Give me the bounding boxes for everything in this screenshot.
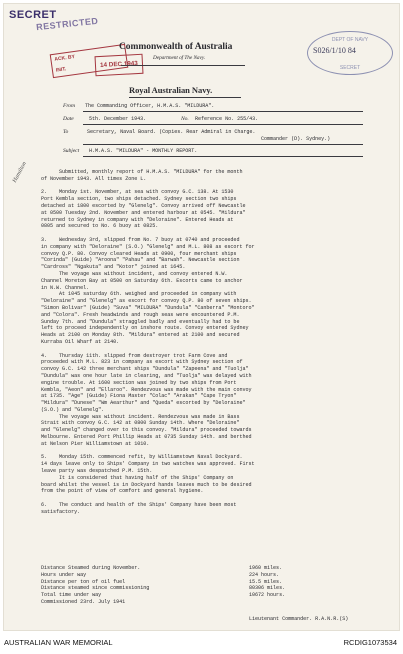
body-line — [41, 448, 381, 455]
to-value: Secretary, Naval Board. (Copies. Rear Admiral in Charge. — [87, 129, 256, 135]
subject-label: Subject — [63, 148, 80, 154]
oval-stamp-bottom: SECRET — [339, 65, 361, 71]
body-line: Port Kembla section, two ships detached. Sydney section two ships — [41, 196, 237, 203]
statistics-block — [41, 565, 381, 606]
body-line: "Dundula" was one hour late in clearing, and "Tuolja" was delayed with — [41, 372, 252, 379]
body-line: and "Glenelg" changed over to this convoy. "Mildura" proceeded towards — [41, 427, 252, 434]
body-line: "Deloraine" and "Glenelg" as escort for convoy Q.P. 80 of seven ships. — [41, 298, 252, 305]
body-line: At 1045 saturday 6th. weighed and proceeded in company with — [41, 291, 237, 298]
body-line: at Nelson Pier Williamstown at 1010. — [41, 440, 150, 447]
stat-value: 15.5 miles. — [249, 578, 283, 585]
body-line: of November 1943. All times Zone L. — [41, 175, 147, 182]
date-rule — [83, 124, 363, 125]
body-line: Heads at 2100 on Monday 8th. "Mildura" entered at 2100 and secured — [41, 332, 240, 339]
body-line: (S.O.) and "Glenelg". — [41, 406, 105, 413]
body-line: at 1735. "Age" (Guide) Fiona Master "Colac" "Arakan" "Cape Tryon" — [41, 393, 237, 400]
stat-label: Distance per ton of oil fuel — [41, 578, 126, 585]
file-number: S026/1/10 84 — [313, 46, 356, 55]
body-line: at 0500 Tuesday 2nd. November and entered harbour at 0545. "Mildura" — [41, 209, 246, 216]
body-line — [41, 495, 381, 502]
body-line: Kembla, "Aeon" and "Ellaroo". Rendezvous was made with the main convoy — [41, 386, 252, 393]
body-line: proceeded with M.L. 823 in company as escort with Sydney section of — [41, 359, 243, 366]
from-value: The Commanding Officer, H.M.A.S. "MILDURA". — [85, 103, 215, 109]
stat-row — [41, 579, 381, 586]
body-line: engine trouble. At 1600 section was joined by two ships from Port — [41, 379, 237, 386]
stat-value: 80306 miles. — [249, 585, 286, 592]
report-body — [41, 169, 381, 516]
from-rule — [83, 111, 363, 112]
body-line: "Mildura" "Dunese" "Wm Aearthur" and "Queda" escorted by "Deloraine" — [41, 400, 246, 407]
body-line: "Corinda" (Guide) "Aroona" "Pahau" and "Barwah". Newcastle section — [41, 257, 240, 264]
body-line: The voyage was without incident, and convoy entered N.W. — [41, 270, 228, 277]
handwritten-margin-note: Hamilton — [12, 160, 28, 184]
number-label: No. — [181, 116, 189, 122]
stat-row — [41, 572, 381, 579]
body-line: returned to Sydney in company with "Deloraine". Entered Heads at — [41, 216, 234, 223]
to-label: To — [63, 129, 69, 135]
from-label: From — [63, 103, 76, 109]
stat-row — [41, 599, 381, 606]
stat-label: Commissioned 23rd. July 1941 — [41, 598, 126, 605]
body-line: Kurraba Oil Wharf at 2140. — [41, 338, 120, 345]
body-line: "Simon Bolivar" (Guide) "Suva" "MILDURA" "Dundula" "Canberra" "Montoro" — [41, 304, 255, 311]
subject-value: H.M.A.S. "MILDURA" - MONTHLY REPORT. — [89, 148, 198, 154]
body-line: Strait with convoy G.C. 142 at 0800 Sunday 14th. Where "Deloraine" — [41, 420, 240, 427]
stat-label: Distance Steamed during November. — [41, 565, 141, 571]
letterhead-rule — [121, 65, 245, 66]
body-line: Submitted, monthly report of H.M.A.S. "MILDURA" for the month — [41, 169, 243, 175]
stat-value: 224 hours. — [249, 571, 280, 578]
body-line: leave party was despatched P.M. 15th. — [41, 468, 153, 475]
document-page — [3, 3, 400, 631]
body-line: Melbourne. Entered Port Phillip Heads at 0735 Sunday 14th. and berthed — [41, 434, 252, 441]
stat-value: 1960 miles. — [249, 565, 283, 571]
date-value: 5th. December 1943. — [89, 116, 147, 122]
letterhead-department: Department of The Navy. — [153, 55, 206, 61]
letterhead-navy: Royal Australian Navy. — [129, 85, 213, 95]
body-line: 14 days leave only to Ships' Company in two watches was approved. First — [41, 461, 255, 468]
received-date-stamp: 14 DEC 1943 — [95, 54, 144, 76]
body-line: 0805 and secured to No. 6 buoy at 0825. — [41, 223, 159, 230]
stat-row — [41, 592, 381, 599]
body-line — [41, 346, 381, 353]
body-line: satisfactory. — [41, 508, 81, 515]
stat-value: 10672 hours. — [249, 592, 286, 599]
secret-stamp: SECRET — [9, 9, 57, 21]
navy-underline — [129, 97, 241, 98]
subject-rule — [83, 156, 363, 157]
oval-stamp-top: DEPT OF NAVY — [331, 37, 369, 43]
restricted-stamp: RESTRICTED — [35, 15, 99, 33]
to-value-cont: Commander (D). Sydney.) — [261, 136, 331, 142]
body-line — [41, 183, 381, 190]
body-line: Channel Moreton Bay at 0500 on Saturday 6th. Escorts came to anchor — [41, 277, 243, 284]
received-stamp-label: ACK. BY — [54, 53, 76, 63]
body-line: 2. Monday 1st. November, at sea with convoy G.C. 138. At 1530 — [41, 189, 234, 196]
body-line: The voyage was without incident. Rendezvous was made in Bass — [41, 413, 240, 420]
stat-label: Distance steamed since commissioning — [41, 585, 150, 592]
received-stamp-init: INIT. — [55, 66, 67, 74]
date-label: Date — [63, 116, 74, 122]
footer-record-id: RCDIG1073534 — [343, 638, 397, 647]
body-line: 4. Thursday 11th. slipped from destroyer trot Farm Cove and — [41, 352, 228, 359]
number-value: Reference No. 255/43. — [195, 116, 259, 122]
signature-line: Lieutenant Commander. R.A.N.R.(S) — [249, 616, 349, 622]
letterhead-commonwealth: Commonwealth of Australia — [119, 42, 233, 52]
body-line — [41, 230, 381, 237]
to-rule — [83, 144, 363, 145]
stat-row — [41, 565, 381, 572]
stat-label: Hours under way — [41, 571, 87, 578]
body-line: detached at 1800 escorted by "Glenelg". Convoy arrived off Newcastle — [41, 202, 246, 209]
stat-label: Total time under way — [41, 592, 102, 599]
body-line: 6. The conduct and health of the Ships' Company have been most — [41, 502, 237, 509]
footer-source: AUSTRALIAN WAR MEMORIAL — [4, 638, 113, 647]
body-line: and "Colora". Fresh headwinds and rough seas were encountered P.M. — [41, 311, 240, 318]
body-line: "Cardross" "Ngakuta" and "Kotor" joined at 1645. — [41, 264, 186, 271]
body-line: board whilst the vessel is in Dockyard hands leaves much to be desired — [41, 481, 252, 488]
body-line: from the point of view of comfort and general hygiene. — [41, 488, 204, 495]
body-line: 3. Wednesday 3rd, slipped from No. 7 buoy at 0740 and proceeded — [41, 236, 240, 243]
body-line: It is considered that having half of the Ships' Company on — [41, 474, 234, 481]
body-line: convoy Q.P. 80. Convoy cleared Heads at 0900, four merchant ships — [41, 250, 237, 257]
body-line: in N.W. Channel. — [41, 284, 90, 291]
body-line: left to proceed independently on inshore route. Convoy entered Sydney — [41, 325, 249, 332]
stat-row — [41, 585, 381, 592]
body-line: Sunday 7th. and "Dundula" straggled badly and eventually had to be — [41, 318, 240, 325]
body-line: 5. Monday 15th. commenced refit, by Williamstown Naval Dockyard. — [41, 454, 243, 461]
body-line: convoy G.C. 142 three merchant ships "Dundula" "Zapeena" and "Tuolja" — [41, 366, 249, 373]
body-line: in company with "Deloraine" (S.O.) "Glenelg" and M.L. 808 as escort for — [41, 243, 255, 250]
